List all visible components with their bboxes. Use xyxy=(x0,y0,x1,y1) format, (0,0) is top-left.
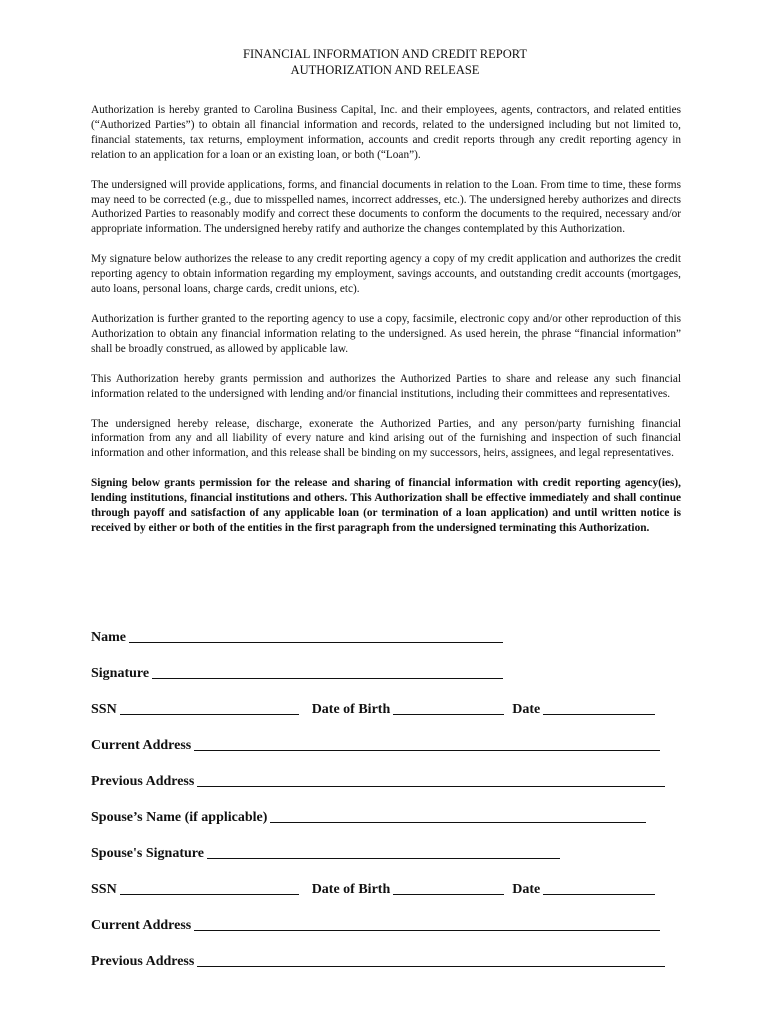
title-line-1: FINANCIAL INFORMATION AND CREDIT REPORT xyxy=(243,47,527,61)
spouse-name-label: Spouse’s Name (if applicable) xyxy=(91,810,268,825)
dob-label: Date of Birth xyxy=(311,702,391,717)
authorization-body xyxy=(91,103,681,551)
dob-field[interactable] xyxy=(393,700,504,715)
name-field[interactable] xyxy=(129,628,503,643)
paragraph-liability-release: The undersigned hereby release, discharge, exonerate the Authorized Parties, and any person/party furnishing financial information from any and all liability of every nature and kind arising out of the furnishing and inspection of such financial information and other information, and this release shall be binding on my successors, heirs, assignees, and legal representatives. xyxy=(91,417,681,460)
previous-address-field[interactable] xyxy=(197,772,665,787)
spouse-current-address-row xyxy=(91,898,681,934)
spouse-name-field[interactable] xyxy=(270,808,646,823)
spouse-signature-field[interactable] xyxy=(207,844,560,859)
paragraph-authorization-grant: Authorization is hereby granted to Carolina Business Capital, Inc. and their employees, agents, contractors, and related entities (“Authorized Parties”) to obtain all financial information and records, related to the undersigned including but not limited to, financial statements, tax returns, employment information, accounts and credit reports through any credit reporting agency in relation to an application for a loan or an existing loan, or both (“Loan”). xyxy=(91,104,681,161)
spouse-signature-label: Spouse's Signature xyxy=(91,846,204,861)
spouse-current-address-label: Current Address xyxy=(91,918,192,933)
spouse-signature-row xyxy=(91,826,681,862)
spouse-date-label: Date xyxy=(512,882,541,897)
spouse-ssn-field[interactable] xyxy=(120,880,299,895)
spouse-name-row xyxy=(91,790,681,826)
ssn-label: SSN xyxy=(91,702,117,717)
paragraph-signature-release: My signature below authorizes the release to any credit reporting agency a copy of my credit application and authorizes the credit reporting agency to obtain information regarding my employment, savings accounts, and outstanding credit accounts (mortgages, auto loans, personal loans, charge cards, credit unions, etc). xyxy=(91,253,681,296)
name-label: Name xyxy=(91,630,126,645)
signature-row xyxy=(91,646,681,682)
spouse-dob-label: Date of Birth xyxy=(311,882,391,897)
paragraph-sharing-permission: This Authorization hereby grants permission and authorizes the Authorized Parties to share and release any such financial information related to the undersigned with lending and/or financial institutions, including their committees and representatives. xyxy=(91,372,681,400)
paragraph-reproduction: Authorization is further granted to the reporting agency to use a copy, facsimile, electronic copy and/or other reproduction of this Authorization to obtain any financial information relating to the undersigned. As used herein, the phrase “financial information” shall be broadly construed, as allowed by applicable law. xyxy=(91,312,681,355)
spouse-ssn-dob-date-row xyxy=(91,862,681,898)
spouse-previous-address-field[interactable] xyxy=(197,952,665,967)
signature-fields xyxy=(91,610,681,970)
current-address-label: Current Address xyxy=(91,738,192,753)
paragraph-signing-terms: Signing below grants permission for the release and sharing of financial information with credit reporting agency(ies), lending institutions, financial institutions and others. This Authorization shall be effective immediately and shall continue through payoff and satisfaction of any applicable loan (or termination of a loan application) and until written notice is received by either or both of the entities in the first paragraph from the undersigned terminating this Authorization. xyxy=(91,477,681,534)
name-row xyxy=(91,610,681,646)
spouse-ssn-label: SSN xyxy=(91,882,117,897)
spouse-date-field[interactable] xyxy=(543,880,655,895)
signature-label: Signature xyxy=(91,666,150,681)
current-address-field[interactable] xyxy=(194,736,660,751)
title-line-2: AUTHORIZATION AND RELEASE xyxy=(290,63,480,77)
spouse-previous-address-row xyxy=(91,934,681,970)
date-field[interactable] xyxy=(543,700,655,715)
current-address-row xyxy=(91,718,681,754)
spouse-previous-address-label: Previous Address xyxy=(91,954,195,969)
paragraph-document-corrections: The undersigned will provide applications, forms, and financial documents in relation to the Loan. From time to time, these forms may need to be corrected (e.g., due to misspelled names, incorrect addresses, etc.). The undersigned hereby authorizes and directs Authorized Parties to reasonably modify and correct these documents to conform the documents to the required, necessary and/or appropriate information. The undersigned hereby ratify and authorize the changes contemplated by this Authorization. xyxy=(91,178,681,236)
date-label: Date xyxy=(512,702,541,717)
document-title xyxy=(0,46,770,78)
signature-field[interactable] xyxy=(152,664,503,679)
spouse-dob-field[interactable] xyxy=(393,880,504,895)
ssn-field[interactable] xyxy=(120,700,299,715)
previous-address-label: Previous Address xyxy=(91,774,195,789)
previous-address-row xyxy=(91,754,681,790)
spouse-current-address-field[interactable] xyxy=(194,916,660,931)
ssn-dob-date-row xyxy=(91,682,681,718)
